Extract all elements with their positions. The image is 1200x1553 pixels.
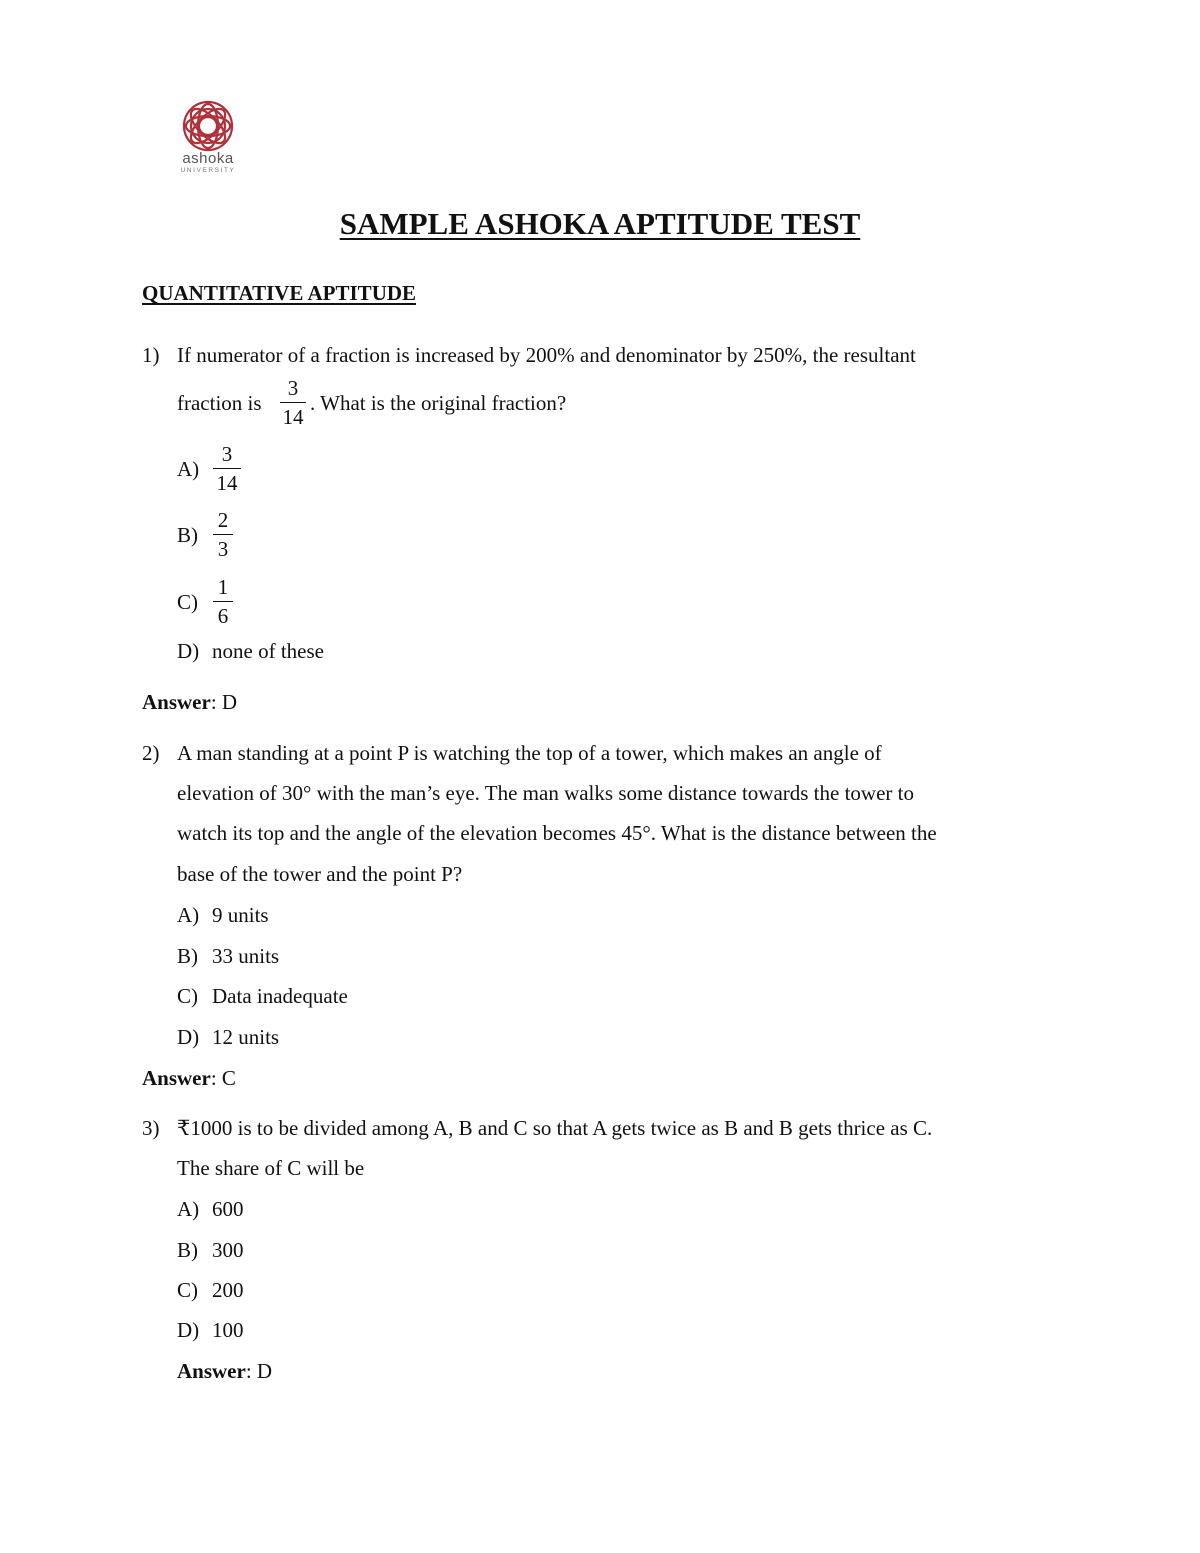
q2-text-line: A man standing at a point P is watching the top of a tower, which makes an angle of (177, 741, 882, 765)
q3-number: 3) (142, 1116, 160, 1140)
section-heading: QUANTITATIVE APTITUDE (142, 281, 417, 305)
q3-option-text: 600 (212, 1197, 244, 1221)
q1-option-letter: C) (177, 590, 198, 614)
q2-option-letter: C) (177, 984, 198, 1008)
q3-option-letter: D) (177, 1318, 200, 1342)
q1-option-b-numerator: 2 (217, 508, 229, 532)
q1-fraction-numerator: 3 (287, 376, 299, 400)
q1-text-line-2-pre: fraction is (177, 391, 262, 415)
q1-fraction-denominator: 14 (282, 405, 304, 429)
q1-option-letter: A) (177, 457, 200, 481)
logo-subtitle: UNIVERSITY (180, 167, 236, 174)
q2-option-text: 33 units (212, 944, 280, 968)
q2-option-text: 12 units (212, 1025, 280, 1049)
q1-text-line-2-post: . What is the original fraction? (310, 391, 567, 415)
q3-option-letter: A) (177, 1197, 200, 1221)
q2-answer (142, 1066, 236, 1091)
q3-text-line: The share of C will be (177, 1156, 365, 1180)
page-title: SAMPLE ASHOKA APTITUDE TEST (339, 206, 861, 241)
q1-option-b-denominator: 3 (217, 537, 229, 561)
answer-label: Answer (142, 690, 211, 714)
q3-answer-value: : D (245, 1359, 273, 1383)
q2-option-letter: D) (177, 1025, 200, 1049)
q1-option-a-denominator: 14 (216, 471, 238, 495)
q1-option-letter: B) (177, 523, 198, 547)
q3-option-text: 100 (212, 1318, 244, 1342)
q1-text-line-1: If numerator of a fraction is increased by 200% and denominator by 250%, the resultant (177, 343, 916, 367)
q1-number: 1) (142, 343, 160, 367)
q1-option-c-numerator: 1 (217, 575, 229, 599)
q3-option-text: 300 (212, 1238, 244, 1262)
answer-label: Answer (177, 1359, 246, 1383)
q1-option-c-denominator: 6 (217, 604, 229, 628)
q2-text-line: elevation of 30° with the man’s eye. The man walks some distance towards the tower to (177, 781, 914, 805)
answer-label: Answer (142, 1066, 211, 1090)
q1-option-d-text: none of these (212, 639, 324, 663)
q2-option-letter: A) (177, 903, 200, 927)
q1-fraction (280, 375, 306, 430)
q1-option-a-fraction (213, 441, 241, 496)
q1-option-c-fraction (213, 574, 233, 629)
q2-number: 2) (142, 741, 160, 765)
logo-wordmark: ashoka (182, 150, 234, 167)
q1-option-a-numerator: 3 (221, 442, 233, 466)
q2-option-text: 9 units (212, 903, 269, 927)
logo-rosette-icon (172, 100, 244, 152)
q3-answer (177, 1359, 272, 1384)
q3-text-line: ₹1000 is to be divided among A, B and C so that A gets twice as B and B gets thrice as C. (177, 1116, 933, 1140)
q2-text-line: watch its top and the angle of the elevation becomes 45°. What is the distance between the (177, 821, 937, 845)
q1-answer (142, 690, 237, 715)
q1-option-b-fraction (213, 507, 233, 562)
q3-option-letter: C) (177, 1278, 198, 1302)
q1-answer-value: : D (210, 690, 238, 714)
q3-option-text: 200 (212, 1278, 244, 1302)
q1-option-letter: D) (177, 639, 200, 663)
q2-option-text: Data inadequate (212, 984, 348, 1008)
q3-option-letter: B) (177, 1238, 198, 1262)
q2-text-line: base of the tower and the point P? (177, 862, 463, 886)
university-logo (172, 100, 244, 180)
q2-option-letter: B) (177, 944, 198, 968)
q2-answer-value: : C (210, 1066, 236, 1090)
